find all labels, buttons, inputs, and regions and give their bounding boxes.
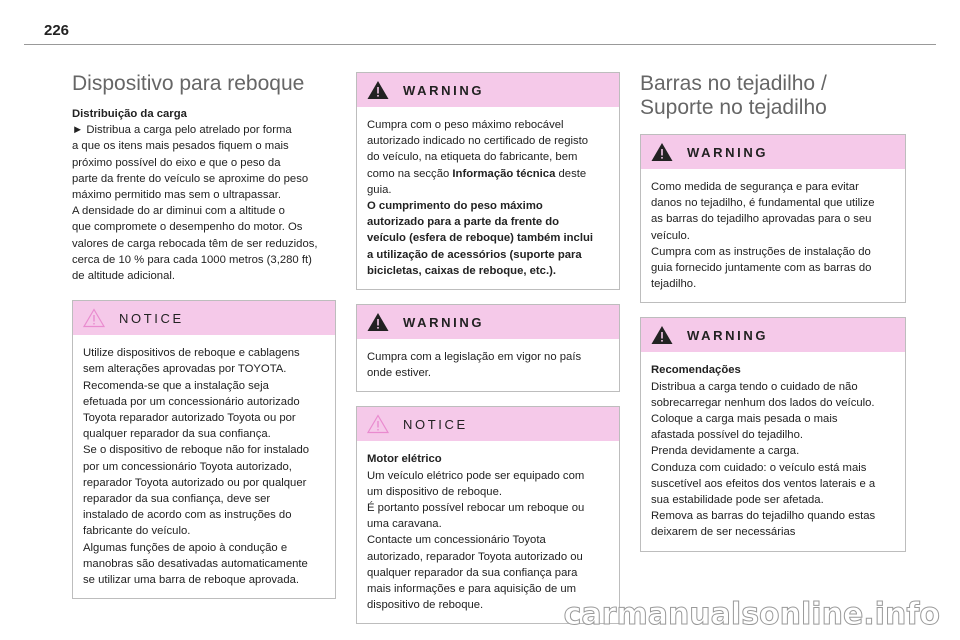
warning-label: WARNING: [403, 82, 485, 98]
warning-header: [641, 135, 905, 169]
text-line: veículo.: [651, 229, 690, 242]
warning-triangle-icon: [651, 325, 673, 345]
warning-box-roof-safety: [640, 134, 906, 303]
text-line: Motor elétrico: [367, 453, 442, 466]
text-line: fabricante do veículo.: [83, 525, 191, 538]
text-line: mais informações e para aquisição de um: [367, 583, 577, 596]
header-rule: [24, 44, 936, 45]
text-line: Remova as barras do tejadilho quando estas: [651, 510, 876, 523]
text-line: uma caravana.: [367, 518, 442, 531]
text-line: qualquer reparador da sua confiança para: [367, 566, 578, 579]
text-line: veículo (esfera de reboque) também inclui: [367, 232, 593, 245]
text-line: É portanto possível rebocar um reboque ou: [367, 502, 585, 515]
text-line: Se o dispositivo de reboque não for instalado: [83, 444, 310, 457]
text-line: que compromete o desempenho do motor. Os: [72, 221, 303, 234]
notice-box-electric-motor: [356, 406, 620, 624]
text-line: valores de carga rebocada têm de ser reduzidos,: [72, 237, 318, 250]
text-line: Cumpra com as instruções de instalação do: [651, 245, 871, 258]
warning-box-max-weight: [356, 72, 620, 290]
text-line: de altitude adicional.: [72, 270, 176, 283]
text-line: se utilizar uma barra de reboque aprovada.: [83, 574, 300, 587]
text-line: sem alterações aprovadas por TOYOTA.: [83, 363, 287, 376]
warning-body: [641, 352, 905, 550]
text-line: Toyota reparador autorizado Toyota ou por: [83, 412, 296, 425]
text-line: Conduza com cuidado: o veículo está mais: [651, 461, 867, 474]
warning-triangle-icon: [651, 142, 673, 162]
text-line: deixarem de ser necessárias: [651, 526, 796, 539]
title-line: Suporte no tejadilho: [640, 96, 827, 119]
text-line: Recomenda-se que a instalação seja: [83, 379, 269, 392]
text-run-bold: Informação técnica: [452, 167, 556, 180]
text-line: Coloque a carga mais pesada o mais: [651, 413, 838, 426]
text-line: a utilização de acessórios (suporte para: [367, 248, 582, 261]
text-line: sua estabilidade pode ser afetada.: [651, 494, 824, 507]
notice-label: NOTICE: [119, 310, 184, 326]
text-line: onde estiver.: [367, 367, 432, 380]
text-line: manobras são desativadas automaticamente: [83, 557, 308, 570]
text-line: reparador da sua confiança, deve ser: [83, 493, 271, 506]
text-line: máximo permitido mas sem o ultrapassar.: [72, 189, 282, 202]
text-line: a que os itens mais pesados fiquem o mais: [72, 140, 289, 153]
notice-label: NOTICE: [403, 416, 468, 432]
column-towing: [72, 72, 336, 613]
text-line: Contacte um concessionário Toyota: [367, 534, 546, 547]
text-line: Cumpra com o peso máximo rebocável: [367, 119, 564, 131]
text-line: danos no tejadilho, é fundamental que utilize: [651, 197, 875, 210]
text-line: autorizado indicado no certificado de registo: [367, 135, 589, 148]
text-line: próximo possível do eixo e que o peso da: [72, 156, 281, 169]
text-line: autorizado para a parte da frente do: [367, 216, 560, 229]
towing-intro: [72, 106, 336, 284]
section-title-towing: Dispositivo para reboque: [72, 72, 305, 95]
text-line: Utilize dispositivos de reboque e cablagens: [83, 347, 300, 360]
text-line: cerca de 10 % para cada 1000 metros (3,280 ft): [72, 253, 312, 266]
page-number: 226: [44, 22, 70, 39]
text-line: Cumpra com a legislação em vigor no país: [367, 351, 582, 364]
watermark-logo: [563, 592, 942, 636]
warning-header: [641, 318, 905, 352]
notice-header: [357, 407, 619, 441]
text-line: Distribua a carga tendo o cuidado de não: [651, 380, 858, 393]
text-line: parte da frente do veículo se aproxime do peso: [72, 172, 309, 185]
text-run: deste: [555, 167, 587, 180]
text-line: suscetível aos efeitos dos ventos laterais e a: [651, 477, 876, 490]
text-line: A densidade do ar diminui com a altitude o: [72, 205, 285, 218]
text-line: tejadilho.: [651, 278, 697, 291]
text-line: instalado de acordo com as instruções do: [83, 509, 292, 522]
text-line: bicicletas, caixas de reboque, etc.).: [367, 264, 556, 277]
text-run: como na secção: [367, 167, 453, 180]
text-line: Algumas funções de apoio à condução e: [83, 541, 288, 554]
section-title-roof-bars: [640, 72, 906, 120]
notice-header: [73, 301, 335, 335]
text-line: guia fornecido juntamente com as barras do: [651, 262, 872, 275]
text-line: efetuada por um concessionário autorizado: [83, 395, 300, 408]
text-line: qualquer reparador da sua confiança.: [83, 428, 271, 441]
notice-body: [73, 335, 335, 598]
text-line: Como medida de segurança e para evitar: [651, 181, 859, 193]
text-line: ► Distribua a carga pelo atrelado por forma: [72, 124, 292, 137]
warning-box-recommendations: [640, 317, 906, 551]
title-line: Barras no tejadilho /: [640, 72, 827, 95]
warning-body: [357, 339, 619, 391]
warning-triangle-icon: [367, 80, 389, 100]
text-line: Distribuição da carga: [72, 108, 187, 120]
warning-body: [641, 169, 905, 302]
warning-box-legislation: [356, 304, 620, 392]
text-line: afastada possível do tejadilho.: [651, 429, 803, 442]
notice-triangle-icon: [83, 308, 105, 328]
watermark-text: carmanualsonline.info: [563, 597, 940, 632]
text-line: dispositivo de reboque.: [367, 599, 484, 612]
notice-triangle-icon: [367, 414, 389, 434]
warning-label: WARNING: [687, 327, 769, 343]
column-roof-bars: [640, 72, 906, 566]
warning-label: WARNING: [403, 314, 485, 330]
column-warnings: [356, 72, 620, 638]
text-line: autorizado, reparador Toyota autorizado ou: [367, 550, 583, 563]
text-line: reparador Toyota autorizado ou por qualquer: [83, 476, 307, 489]
warning-header: [357, 305, 619, 339]
text-line: Um veículo elétrico pode ser equipado com: [367, 469, 585, 482]
text-line: por um concessionário Toyota autorizado,: [83, 460, 292, 473]
text-line: as barras do tejadilho aprovadas para o seu: [651, 213, 872, 226]
text-line: Prenda devidamente a carga.: [651, 445, 800, 458]
warning-label: WARNING: [687, 144, 769, 160]
text-line: do veículo, na etiqueta do fabricante, bem: [367, 151, 578, 164]
warning-body: [357, 107, 619, 289]
text-line: Recomendações: [651, 364, 741, 377]
notice-box-towing: [72, 300, 336, 599]
text-line: guia.: [367, 183, 392, 196]
text-line: um dispositivo de reboque.: [367, 485, 503, 498]
text-line: sobrecarregar nenhum dos lados do veículo.: [651, 396, 875, 409]
text-line: O cumprimento do peso máximo: [367, 200, 543, 213]
warning-triangle-icon: [367, 312, 389, 332]
warning-header: [357, 73, 619, 107]
text-line: [367, 166, 609, 182]
